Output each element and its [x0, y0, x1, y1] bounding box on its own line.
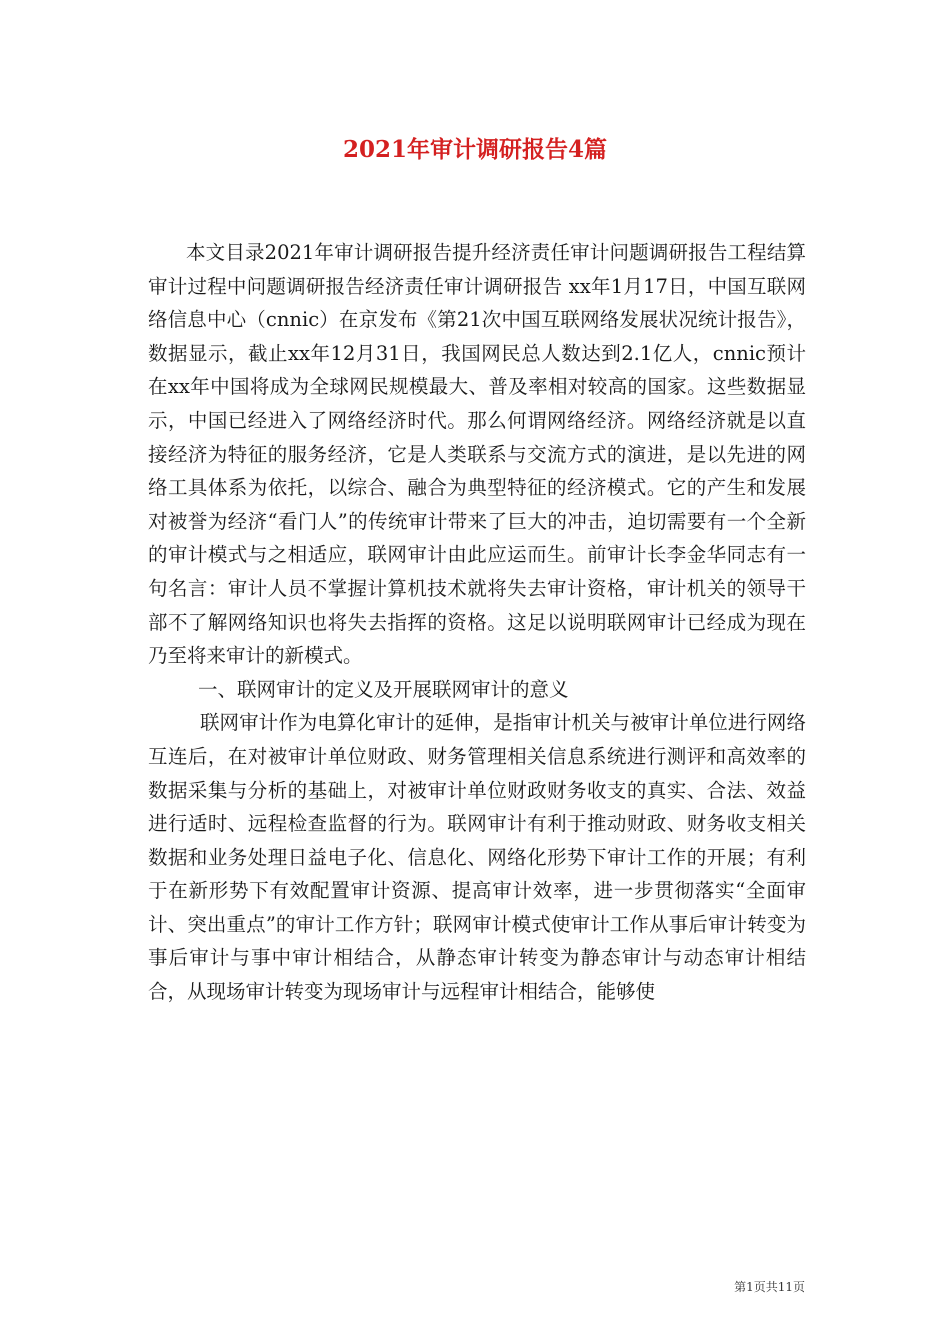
document-body [148, 236, 806, 1009]
intro-paragraph: 本文目录2021年审计调研报告提升经济责任审计问题调研报告工程结算审计过程中问题调研报告经济责任审计调研报告 xx年1月17日，中国互联网络信息中心（cnnic）在京发布《第21次中国互联网络发展状况统计报告》，数据显示，截止xx年12月31日，我国网民总人数达到2.1亿人，cnnic预计在xx年中国将成为全球网民规模最大、普及率相对较高的国家。这些数据显示，中国已经进入了网络经济时代。那么何谓网络经济。网络经济就是以直接经济为特征的服务经济，它是人类联系与交流方式的演进，是以先进的网络工具体系为依托，以综合、融合为典型特征的经济模式。它的产生和发展对被誉为经济“看门人”的传统审计带来了巨大的冲击，迫切需要有一个全新的审计模式与之相适应，联网审计由此应运而生。前审计长李金华同志有一句名言：审计人员不掌握计算机技术就将失去审计资格，审计机关的领导干部不了解网络知识也将失去指挥的资格。这足以说明联网审计已经成为现在乃至将来审计的新模式。 [148, 241, 806, 668]
section-heading: 一、联网审计的定义及开展联网审计的意义 [198, 677, 569, 701]
document-title: 2021年审计调研报告4篇 [342, 136, 608, 163]
page-number: 第1页共11页 [734, 1280, 805, 1294]
body-paragraph: 联网审计作为电算化审计的延伸，是指审计机关与被审计单位进行网络互连后，在对被审计单位财政、财务管理相关信息系统进行测评和高效率的数据采集与分析的基础上，对被审计单位财政财务收支的真实、合法、效益进行适时、远程检查监督的行为。联网审计有利于推动财政、财务收支相关数据和业务处理日益电子化、信息化、网络化形势下审计工作的开展；有利于在新形势下有效配置审计资源、提高审计效率，进一步贯彻落实“全面审计、突出重点”的审计工作方针；联网审计模式使审计工作从事后审计转变为事后审计与事中审计相结合，从静态审计转变为静态审计与动态审计相结合，从现场审计转变为现场审计与远程审计相结合，能够使 [148, 711, 806, 1004]
